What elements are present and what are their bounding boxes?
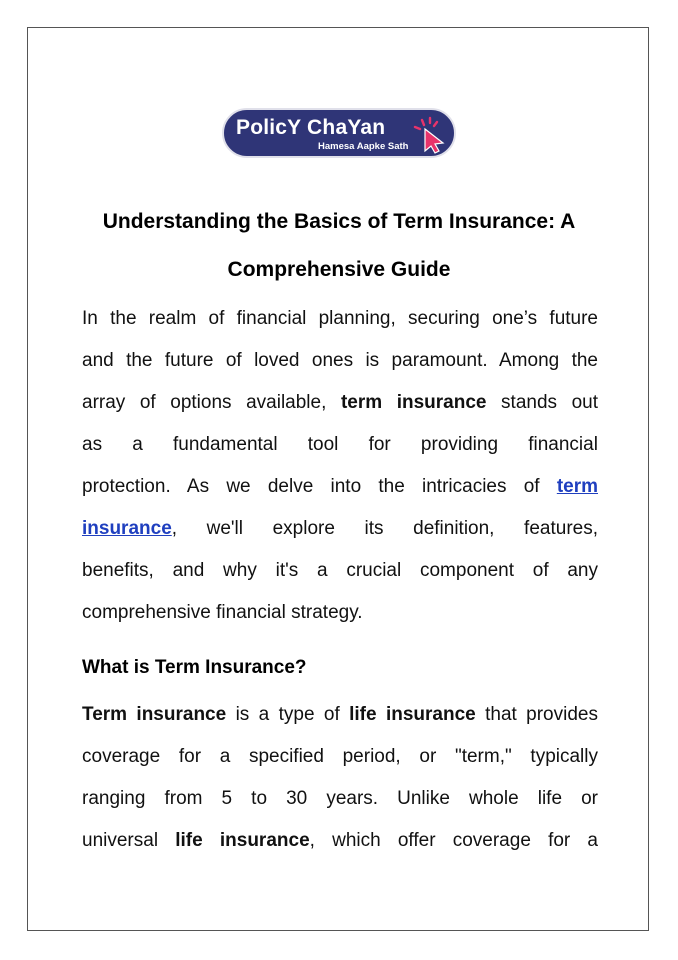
intro-line-1: In the realm of financial planning, securing one’s future <box>82 308 598 329</box>
title-line-1: Understanding the Basics of Term Insurance: A <box>102 210 576 233</box>
intro-line-7: benefits, and why it's a crucial component of any <box>82 560 598 581</box>
term-insurance-link-part-1[interactable]: term <box>556 476 598 497</box>
page-title <box>60 198 618 294</box>
word: fundamental <box>173 434 278 455</box>
logo-tagline: Hamesa Aapke Sath <box>318 141 409 152</box>
section-text: that provides <box>475 704 598 725</box>
word: as <box>82 434 103 455</box>
section-line-4 <box>82 820 598 862</box>
bold-life-insurance: life insurance <box>349 704 476 725</box>
intro-line-3 <box>82 382 598 424</box>
logo-name: PolicY ChaYan <box>236 116 386 139</box>
section-line-2: coverage for a specified period, or "term," typically <box>82 746 598 767</box>
bold-life-insurance: life insurance <box>175 830 310 851</box>
section-paragraph <box>82 694 598 862</box>
section-line-1 <box>82 694 598 736</box>
intro-text: protection. As we delve into the intricacies of <box>82 476 557 497</box>
term-insurance-link-part-2[interactable]: insurance <box>82 518 172 539</box>
intro-text: array of options available, <box>82 392 341 413</box>
word: for <box>368 434 391 455</box>
intro-line-2: and the future of loved ones is paramount. Among the <box>82 350 598 371</box>
word: a <box>132 434 143 455</box>
intro-line-6 <box>82 508 598 550</box>
bold-term-insurance: term insurance <box>340 392 487 413</box>
section-line-3: ranging from 5 to 30 years. Unlike whole life or <box>82 788 598 809</box>
intro-line-8: comprehensive financial strategy. <box>82 602 363 623</box>
cursor-click-icon <box>412 116 452 154</box>
section-text: universal <box>82 830 176 851</box>
bold-term-insurance: Term insurance <box>82 704 227 725</box>
section-text: , which offer coverage for a <box>309 830 598 851</box>
word: financial <box>528 434 598 455</box>
section-heading: What is Term Insurance? <box>82 657 307 678</box>
intro-paragraph <box>82 298 598 634</box>
intro-text: stands out <box>486 392 598 413</box>
intro-text: , we'll explore its definition, features, <box>171 518 598 539</box>
word: providing <box>420 434 499 455</box>
word: tool <box>307 434 339 455</box>
intro-line-5 <box>82 466 598 508</box>
title-line-2: Comprehensive Guide <box>227 258 451 281</box>
logo <box>222 108 456 158</box>
section-text: is a type of <box>226 704 350 725</box>
intro-line-4 <box>82 424 598 466</box>
